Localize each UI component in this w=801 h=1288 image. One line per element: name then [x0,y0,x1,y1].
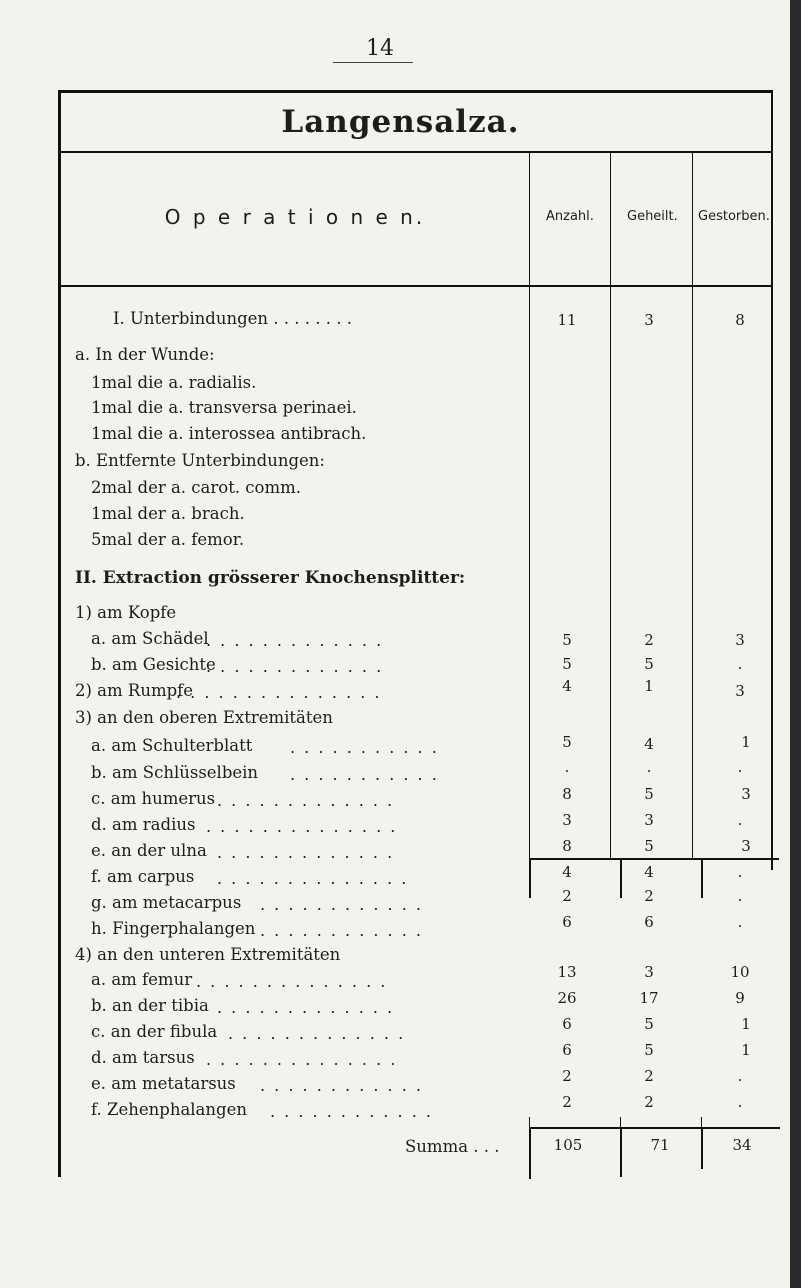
row-died: 3 [741,837,751,855]
row-healed: 1 [644,677,654,695]
row-dots: . . . . . . . . . . . . [270,1102,433,1121]
section1-line: 1mal der a. brach. [91,504,245,523]
table-title: Langensalza. [281,104,520,140]
row-label: d. am radius [91,815,196,834]
row-count: 6 [562,913,572,931]
section1-line: 1mal die a. transversa perinaei. [91,398,357,417]
row-count: 6 [562,1015,572,1033]
table-right-border [771,90,773,870]
sum-col-divider-2 [620,1127,622,1177]
row-died: 3 [735,631,745,649]
row-healed: 3 [644,963,654,981]
row-label: a. am Schulterblatt [91,736,253,755]
row-died: 1 [741,733,751,751]
section1-died: 8 [735,311,745,329]
row-count: 4 [562,863,572,881]
row-healed: 2 [644,1093,654,1111]
row-count: 8 [562,785,572,803]
section2-heading: II. Extraction grösserer Knochensplitter: [75,568,466,588]
row-dots: . . . . . . . . . . . . . . [217,869,409,888]
row-label: f. am carpus [91,867,195,886]
row-dots: . . . . . . . . . . . . [260,1076,423,1095]
row-count: 3 [562,811,572,829]
section1-line: 1mal die a. radialis. [91,373,257,392]
row-count: 5 [562,655,572,673]
col-divider-2-header [610,152,611,286]
section1-count: 11 [557,311,577,329]
sum-col-divider-1 [529,1127,531,1179]
row-healed: 4 [644,735,654,753]
col-divider-2 [610,286,611,859]
row-dots: . . . . . . . . . . . . . . [206,1050,398,1069]
row-died: . [737,887,743,905]
row-label: b. am Gesichte [91,655,216,674]
total-col-divider-3 [701,858,703,898]
total-divider [529,858,779,860]
header-healed: Geheilt. [627,209,678,224]
row-label: d. am tarsus [91,1048,195,1067]
row-healed: 5 [644,1041,654,1059]
row-label: a. am femur [91,970,193,989]
col-divider-3 [692,286,693,859]
row-count: 8 [562,837,572,855]
row-dots: . . . . . . . . . . . . . [217,843,395,862]
row-died: . [737,758,743,776]
row-healed: 5 [644,1015,654,1033]
row-label: b. am Schlüsselbein [91,763,259,782]
row-label: 2) am Rumpfe [75,681,194,700]
row-label: 3) an den oberen Extremitäten [75,708,333,727]
section1-line: 2mal der a. carot. comm. [91,478,302,497]
row-dots: . . . . . . . . . . . [290,738,439,757]
row-dots: . . . . . . . . . . . . . . [196,972,388,991]
row-label: c. am humerus [91,789,216,808]
title-divider [60,151,772,153]
page-number-underline [333,62,413,63]
row-label: h. Fingerphalangen [91,919,256,938]
row-dots: . . . . . . . . . . . . . . [206,817,398,836]
header-count: Anzahl. [546,209,594,224]
row-label: e. am metatarsus [91,1074,236,1093]
scan-edge [790,0,801,1288]
row-died: . [737,1067,743,1085]
row-healed: 5 [644,785,654,803]
row-healed: . [646,758,652,776]
section1-line: b. Entfernte Unterbindungen: [75,451,325,470]
table-top-border [60,90,772,93]
row-died: . [737,1093,743,1111]
row-healed: 4 [644,863,654,881]
row-label: 4) an den unteren Extremitäten [75,945,341,964]
row-died: 10 [730,963,750,981]
row-healed: 5 [644,837,654,855]
row-count: 6 [562,1041,572,1059]
row-label: 1) am Kopfe [75,603,177,622]
sum-col-divider-3 [701,1127,703,1169]
row-count: 2 [562,887,572,905]
row-dots: . . . . . . . . . . . . . [228,1024,406,1043]
col-divider-3-header [692,152,693,286]
row-healed: 6 [644,913,654,931]
header-died: Gestorben. [698,209,770,224]
row-healed: 2 [644,1067,654,1085]
row-died: . [737,811,743,829]
header-divider [60,285,772,287]
row-count: 2 [562,1067,572,1085]
row-count: 4 [562,677,572,695]
section1-healed: 3 [644,311,654,329]
section1-line: a. In der Wunde: [75,345,215,364]
row-dots: . . . . . . . . . . . . . . . [176,683,382,702]
row-count: 5 [562,631,572,649]
row-count: 26 [557,989,577,1007]
row-died: . [737,655,743,673]
row-count: 5 [562,733,572,751]
row-label: f. Zehenphalangen [91,1100,247,1119]
col-divider-3-lower [701,1117,702,1127]
row-dots: . . . . . . . . . . . . [260,921,423,940]
row-count: . [564,758,570,776]
row-label: b. an der tibia [91,996,209,1015]
total-col-divider-1 [529,858,531,898]
row-healed: 2 [644,887,654,905]
col-divider-1-lower [529,1117,530,1127]
row-label: g. am metacarpus [91,893,242,912]
row-died: 3 [741,785,751,803]
row-dots: . . . . . . . . . . . . . [206,657,384,676]
total-label: Summa . . . [405,1137,500,1156]
total-count: 105 [553,1136,583,1154]
row-dots: . . . . . . . . . . . [290,765,439,784]
row-died: 9 [735,989,745,1007]
section1-line: 1mal die a. interossea antibrach. [91,424,367,443]
page-number: 14 [366,36,394,61]
total-healed: 71 [650,1136,670,1154]
row-healed: 3 [644,811,654,829]
row-healed: 5 [644,655,654,673]
total-died: 34 [732,1136,752,1154]
col-divider-1 [529,286,530,859]
row-label: e. an der ulna [91,841,207,860]
row-label: a. am Schädel [91,629,209,648]
row-died: . [737,913,743,931]
row-label: c. an der fibula [91,1022,218,1041]
total-col-divider-2 [620,858,622,898]
row-dots: . . . . . . . . . . . . . [217,998,395,1017]
row-died: 3 [735,682,745,700]
row-healed: 2 [644,631,654,649]
row-died: . [737,863,743,881]
sum-rule [529,1127,780,1129]
row-died: 1 [741,1015,751,1033]
col-divider-2-lower [620,1117,621,1127]
row-count: 2 [562,1093,572,1111]
row-healed: 17 [639,989,659,1007]
row-dots: . . . . . . . . . . . . . [206,631,384,650]
section1-line: 5mal der a. femor. [91,530,245,549]
row-dots: . . . . . . . . . . . . [260,895,423,914]
section1-heading: I. Unterbindungen . . . . . . . . [113,309,352,328]
row-dots: . . . . . . . . . . . . . [217,791,395,810]
table-left-border [58,90,61,1177]
row-died: 1 [741,1041,751,1059]
row-count: 13 [557,963,577,981]
header-operations: O p e r a t i o n e n. [164,205,426,229]
